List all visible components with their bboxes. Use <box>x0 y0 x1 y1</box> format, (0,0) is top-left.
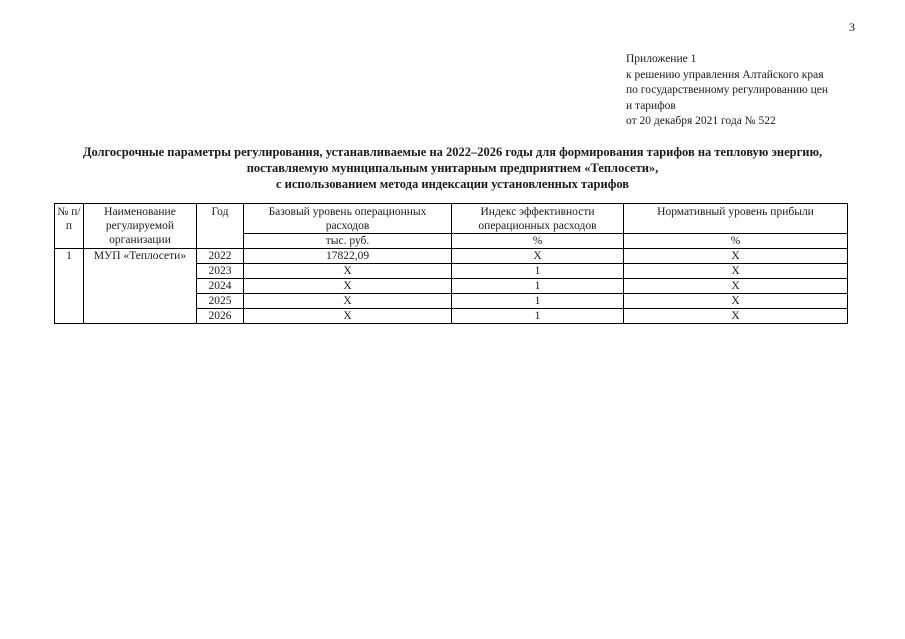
cell-profit-level: Х <box>624 294 848 309</box>
header-year: Год <box>197 204 244 249</box>
appendix-line: по государственному регулированию цен <box>626 84 829 96</box>
title-line: с использованием метода индексации установленных тарифов <box>275 177 630 191</box>
cell-base-level: 17822,09 <box>244 249 452 264</box>
cell-efficiency-index: Х <box>452 249 624 264</box>
cell-profit-level: Х <box>624 279 848 294</box>
cell-base-level: Х <box>244 264 452 279</box>
title-line: Долгосрочные параметры регулирования, устанавливаемые на 2022–2026 годы для формирования тарифов на тепловую энергию, <box>82 145 823 159</box>
cell-base-level: Х <box>244 294 452 309</box>
appendix-line: от 20 декабря 2021 года № 522 <box>626 115 776 127</box>
page-number: 3 <box>849 20 855 34</box>
appendix-line: Приложение 1 <box>626 53 697 65</box>
table-row <box>55 249 848 264</box>
cell-year: 2025 <box>197 294 244 309</box>
cell-base-level: Х <box>244 309 452 324</box>
title-line: поставляемую муниципальным унитарным предприятием «Теплосети», <box>246 161 659 175</box>
cell-year: 2022 <box>197 249 244 264</box>
cell-year: 2026 <box>197 309 244 324</box>
cell-efficiency-index: 1 <box>452 309 624 324</box>
unit-base-level: тыс. руб. <box>244 234 452 249</box>
appendix-block <box>626 52 828 130</box>
appendix-line: и тарифов <box>626 99 676 112</box>
header-efficiency-index: Индекс эффективности операционных расходов <box>452 204 624 234</box>
appendix-line: к решению управления Алтайского края <box>626 68 824 81</box>
cell-org-number: 1 <box>55 249 84 324</box>
cell-efficiency-index: 1 <box>452 279 624 294</box>
cell-year: 2024 <box>197 279 244 294</box>
table-header-row <box>55 204 848 234</box>
header-base-level: Базовый уровень операционных расходов <box>244 204 452 234</box>
document-title <box>40 144 865 192</box>
cell-base-level: Х <box>244 279 452 294</box>
cell-efficiency-index: 1 <box>452 294 624 309</box>
cell-year: 2023 <box>197 264 244 279</box>
header-number: № п/п <box>55 204 84 249</box>
cell-org-name: МУП «Теплосети» <box>84 249 197 324</box>
unit-profit-level: % <box>624 234 848 249</box>
cell-profit-level: Х <box>624 264 848 279</box>
header-organization: Наименование регулируемой организации <box>84 204 197 249</box>
cell-profit-level: Х <box>624 249 848 264</box>
header-profit-level: Нормативный уровень прибыли <box>624 204 848 234</box>
unit-efficiency-index: % <box>452 234 624 249</box>
regulation-parameters-table <box>54 203 848 324</box>
cell-efficiency-index: 1 <box>452 264 624 279</box>
cell-profit-level: Х <box>624 309 848 324</box>
